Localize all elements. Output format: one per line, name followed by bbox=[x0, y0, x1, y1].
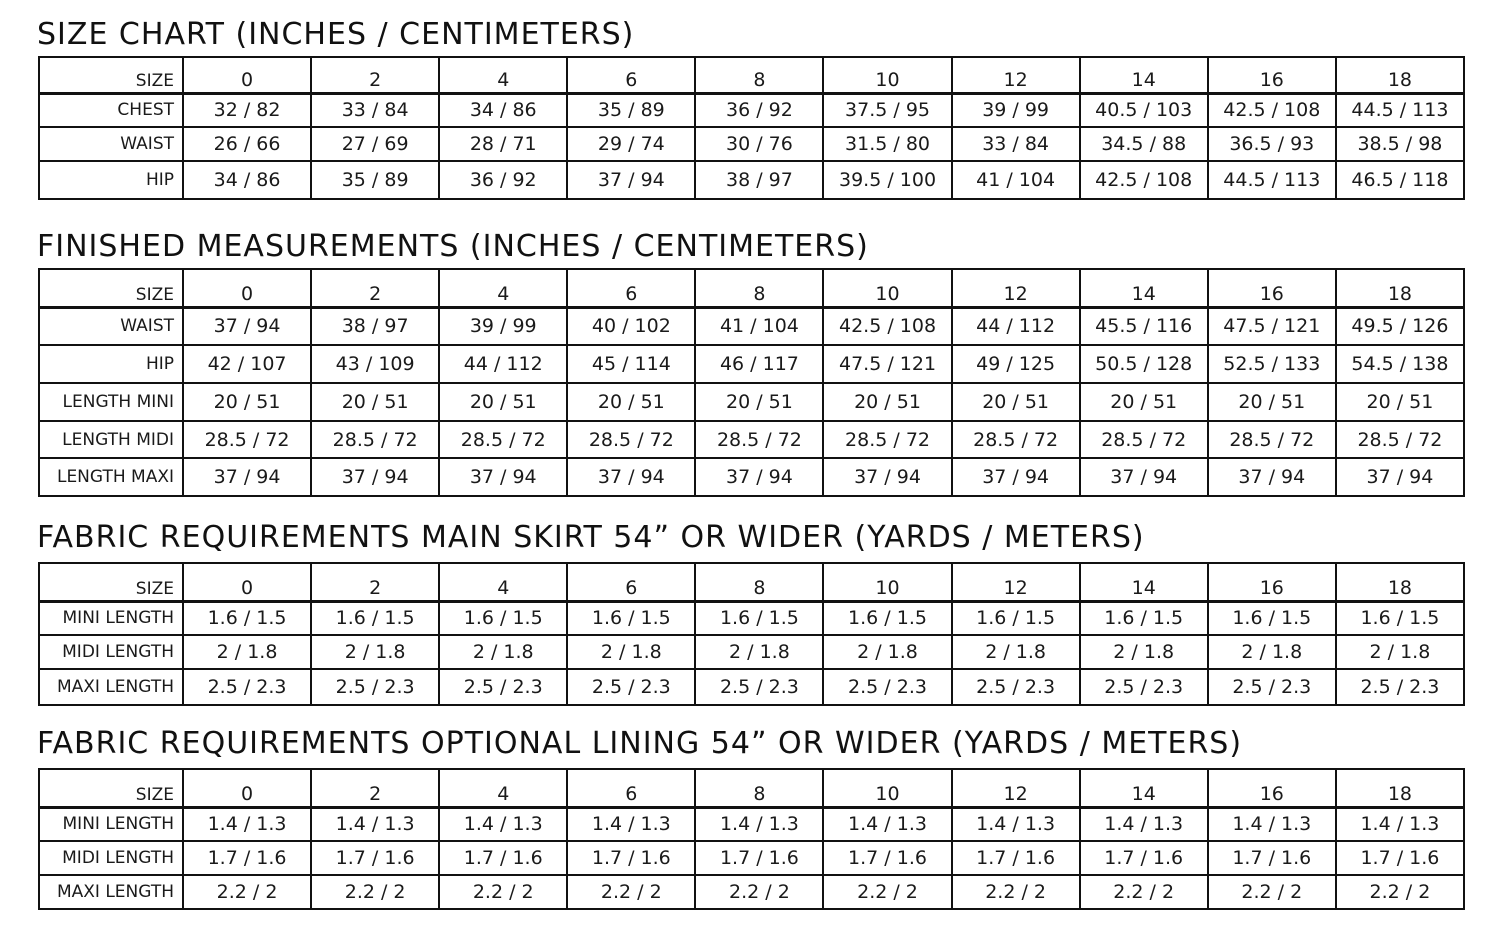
size-value: 12 bbox=[952, 769, 1080, 807]
measurement-cell: 1.6 / 1.5 bbox=[439, 601, 567, 635]
size-value: 2 bbox=[311, 563, 439, 601]
measurement-cell: 37 / 94 bbox=[439, 458, 567, 496]
measurement-cell: 1.7 / 1.6 bbox=[183, 841, 311, 875]
measurement-cell: 2.5 / 2.3 bbox=[695, 669, 823, 705]
size-value: 14 bbox=[1080, 563, 1208, 601]
size-header-row bbox=[39, 563, 1464, 601]
measurement-cell: 37.5 / 95 bbox=[823, 93, 951, 127]
measurement-cell: 1.7 / 1.6 bbox=[1080, 841, 1208, 875]
size-value: 8 bbox=[695, 563, 823, 601]
measurement-cell: 52.5 / 133 bbox=[1208, 345, 1336, 383]
measurement-cell: 37 / 94 bbox=[1208, 458, 1336, 496]
size-value: 0 bbox=[183, 769, 311, 807]
measurement-cell: 28.5 / 72 bbox=[1208, 421, 1336, 458]
measurement-cell: 2 / 1.8 bbox=[311, 635, 439, 669]
size-value: 0 bbox=[183, 563, 311, 601]
measurement-cell: 1.6 / 1.5 bbox=[823, 601, 951, 635]
measurement-cell: 50.5 / 128 bbox=[1080, 345, 1208, 383]
measurement-cell: 44 / 112 bbox=[439, 345, 567, 383]
measurement-cell: 44.5 / 113 bbox=[1336, 93, 1464, 127]
size-value: 14 bbox=[1080, 769, 1208, 807]
size-value: 8 bbox=[695, 57, 823, 93]
size-value: 6 bbox=[567, 769, 695, 807]
measurement-cell: 37 / 94 bbox=[567, 161, 695, 199]
measurement-cell: 2 / 1.8 bbox=[567, 635, 695, 669]
measurement-cell: 49.5 / 126 bbox=[1336, 307, 1464, 345]
measurement-cell: 2.2 / 2 bbox=[823, 875, 951, 909]
measurement-cell: 2 / 1.8 bbox=[952, 635, 1080, 669]
size-value: 12 bbox=[952, 57, 1080, 93]
measurement-cell: 1.7 / 1.6 bbox=[567, 841, 695, 875]
size-value: 18 bbox=[1336, 269, 1464, 307]
table-row bbox=[39, 669, 1464, 705]
measurement-cell: 1.4 / 1.3 bbox=[1336, 807, 1464, 841]
measurement-cell: 28.5 / 72 bbox=[183, 421, 311, 458]
measurement-cell: 35 / 89 bbox=[567, 93, 695, 127]
measurement-cell: 42.5 / 108 bbox=[823, 307, 951, 345]
measurement-cell: 1.4 / 1.3 bbox=[823, 807, 951, 841]
measurement-cell: 37 / 94 bbox=[183, 307, 311, 345]
size-value: 10 bbox=[823, 269, 951, 307]
measurement-cell: 1.6 / 1.5 bbox=[1080, 601, 1208, 635]
table-row bbox=[39, 458, 1464, 496]
measurement-cell: 2.2 / 2 bbox=[567, 875, 695, 909]
row-label: MINI LENGTH bbox=[39, 807, 183, 841]
measurement-cell: 2.5 / 2.3 bbox=[439, 669, 567, 705]
measurement-cell: 2.2 / 2 bbox=[311, 875, 439, 909]
measurement-cell: 20 / 51 bbox=[1080, 383, 1208, 421]
measurement-cell: 42.5 / 108 bbox=[1208, 93, 1336, 127]
measurement-cell: 54.5 / 138 bbox=[1336, 345, 1464, 383]
measurement-cell: 20 / 51 bbox=[695, 383, 823, 421]
measurement-cell: 39.5 / 100 bbox=[823, 161, 951, 199]
size-value: 4 bbox=[439, 269, 567, 307]
measurement-cell: 41 / 104 bbox=[952, 161, 1080, 199]
size-value: 8 bbox=[695, 269, 823, 307]
table-row bbox=[39, 807, 1464, 841]
measurement-cell: 2.2 / 2 bbox=[1336, 875, 1464, 909]
fabric-main-skirt-table bbox=[38, 562, 1465, 706]
size-chart-table bbox=[38, 56, 1465, 200]
measurement-cell: 28.5 / 72 bbox=[567, 421, 695, 458]
measurement-cell: 2.2 / 2 bbox=[439, 875, 567, 909]
measurement-cell: 20 / 51 bbox=[567, 383, 695, 421]
row-label: LENGTH MINI bbox=[39, 383, 183, 421]
table-row bbox=[39, 875, 1464, 909]
measurement-cell: 20 / 51 bbox=[1208, 383, 1336, 421]
measurement-cell: 1.4 / 1.3 bbox=[1080, 807, 1208, 841]
row-label: MAXI LENGTH bbox=[39, 875, 183, 909]
measurement-cell: 46.5 / 118 bbox=[1336, 161, 1464, 199]
measurement-cell: 1.7 / 1.6 bbox=[439, 841, 567, 875]
measurement-cell: 2.2 / 2 bbox=[1208, 875, 1336, 909]
row-label: WAIST bbox=[39, 127, 183, 161]
measurement-cell: 20 / 51 bbox=[823, 383, 951, 421]
measurement-cell: 39 / 99 bbox=[439, 307, 567, 345]
measurement-cell: 28.5 / 72 bbox=[823, 421, 951, 458]
measurement-cell: 40.5 / 103 bbox=[1080, 93, 1208, 127]
measurement-cell: 1.4 / 1.3 bbox=[1208, 807, 1336, 841]
measurement-cell: 26 / 66 bbox=[183, 127, 311, 161]
size-value: 4 bbox=[439, 563, 567, 601]
measurement-cell: 1.6 / 1.5 bbox=[567, 601, 695, 635]
size-header-row bbox=[39, 57, 1464, 93]
section-title: FABRIC REQUIREMENTS MAIN SKIRT 54” OR WIDER (YARDS / METERS) bbox=[37, 520, 1145, 555]
measurement-cell: 2 / 1.8 bbox=[183, 635, 311, 669]
finished-measurements-table bbox=[38, 268, 1465, 497]
size-value: 16 bbox=[1208, 57, 1336, 93]
size-value: 6 bbox=[567, 57, 695, 93]
measurement-cell: 43 / 109 bbox=[311, 345, 439, 383]
table-row bbox=[39, 93, 1464, 127]
measurement-cell: 27 / 69 bbox=[311, 127, 439, 161]
size-value: 16 bbox=[1208, 269, 1336, 307]
size-label: SIZE bbox=[39, 269, 183, 307]
measurement-cell: 40 / 102 bbox=[567, 307, 695, 345]
measurement-cell: 38 / 97 bbox=[695, 161, 823, 199]
measurement-cell: 37 / 94 bbox=[567, 458, 695, 496]
measurement-cell: 2.2 / 2 bbox=[952, 875, 1080, 909]
measurement-cell: 2.5 / 2.3 bbox=[183, 669, 311, 705]
size-value: 8 bbox=[695, 769, 823, 807]
measurement-cell: 37 / 94 bbox=[952, 458, 1080, 496]
measurement-cell: 1.4 / 1.3 bbox=[183, 807, 311, 841]
row-label: MIDI LENGTH bbox=[39, 841, 183, 875]
measurement-cell: 45.5 / 116 bbox=[1080, 307, 1208, 345]
table-row bbox=[39, 841, 1464, 875]
table-row bbox=[39, 635, 1464, 669]
row-label: LENGTH MAXI bbox=[39, 458, 183, 496]
measurement-cell: 28.5 / 72 bbox=[311, 421, 439, 458]
measurement-cell: 20 / 51 bbox=[183, 383, 311, 421]
measurement-cell: 20 / 51 bbox=[1336, 383, 1464, 421]
measurement-cell: 28.5 / 72 bbox=[695, 421, 823, 458]
measurement-cell: 1.7 / 1.6 bbox=[952, 841, 1080, 875]
fabric-lining-table bbox=[38, 768, 1465, 910]
measurement-cell: 20 / 51 bbox=[439, 383, 567, 421]
size-value: 18 bbox=[1336, 57, 1464, 93]
section-title: FABRIC REQUIREMENTS OPTIONAL LINING 54” OR WIDER (YARDS / METERS) bbox=[37, 726, 1243, 761]
measurement-cell: 2 / 1.8 bbox=[823, 635, 951, 669]
measurement-cell: 37 / 94 bbox=[1336, 458, 1464, 496]
measurement-cell: 46 / 117 bbox=[695, 345, 823, 383]
measurement-cell: 1.7 / 1.6 bbox=[1336, 841, 1464, 875]
measurement-cell: 2.5 / 2.3 bbox=[1336, 669, 1464, 705]
size-header-row bbox=[39, 269, 1464, 307]
size-value: 10 bbox=[823, 769, 951, 807]
table-row bbox=[39, 307, 1464, 345]
size-value: 4 bbox=[439, 57, 567, 93]
size-value: 10 bbox=[823, 57, 951, 93]
measurement-cell: 1.7 / 1.6 bbox=[311, 841, 439, 875]
measurement-cell: 35 / 89 bbox=[311, 161, 439, 199]
size-value: 2 bbox=[311, 769, 439, 807]
measurement-cell: 1.7 / 1.6 bbox=[695, 841, 823, 875]
size-value: 14 bbox=[1080, 57, 1208, 93]
measurement-cell: 2 / 1.8 bbox=[439, 635, 567, 669]
measurement-cell: 28.5 / 72 bbox=[1080, 421, 1208, 458]
measurement-cell: 2.5 / 2.3 bbox=[1080, 669, 1208, 705]
measurement-cell: 42.5 / 108 bbox=[1080, 161, 1208, 199]
measurement-cell: 2 / 1.8 bbox=[1208, 635, 1336, 669]
row-label: HIP bbox=[39, 161, 183, 199]
size-label: SIZE bbox=[39, 57, 183, 93]
size-value: 2 bbox=[311, 57, 439, 93]
measurement-cell: 28.5 / 72 bbox=[439, 421, 567, 458]
measurement-cell: 34 / 86 bbox=[183, 161, 311, 199]
size-label: SIZE bbox=[39, 563, 183, 601]
size-value: 18 bbox=[1336, 563, 1464, 601]
measurement-cell: 34 / 86 bbox=[439, 93, 567, 127]
measurement-cell: 38 / 97 bbox=[311, 307, 439, 345]
measurement-cell: 30 / 76 bbox=[695, 127, 823, 161]
measurement-cell: 1.6 / 1.5 bbox=[311, 601, 439, 635]
measurement-cell: 1.6 / 1.5 bbox=[695, 601, 823, 635]
row-label: LENGTH MIDI bbox=[39, 421, 183, 458]
section-title: FINISHED MEASUREMENTS (INCHES / CENTIMETERS) bbox=[37, 229, 869, 264]
row-label: MAXI LENGTH bbox=[39, 669, 183, 705]
measurement-cell: 44 / 112 bbox=[952, 307, 1080, 345]
measurement-cell: 37 / 94 bbox=[1080, 458, 1208, 496]
measurement-cell: 33 / 84 bbox=[952, 127, 1080, 161]
measurement-cell: 49 / 125 bbox=[952, 345, 1080, 383]
measurement-cell: 1.7 / 1.6 bbox=[823, 841, 951, 875]
measurement-cell: 41 / 104 bbox=[695, 307, 823, 345]
measurement-cell: 37 / 94 bbox=[823, 458, 951, 496]
measurement-cell: 2.5 / 2.3 bbox=[567, 669, 695, 705]
measurement-cell: 28 / 71 bbox=[439, 127, 567, 161]
measurement-cell: 2.2 / 2 bbox=[695, 875, 823, 909]
measurement-cell: 1.6 / 1.5 bbox=[183, 601, 311, 635]
section-title: SIZE CHART (INCHES / CENTIMETERS) bbox=[37, 17, 635, 52]
measurement-cell: 37 / 94 bbox=[311, 458, 439, 496]
size-value: 16 bbox=[1208, 769, 1336, 807]
measurement-cell: 2 / 1.8 bbox=[695, 635, 823, 669]
measurement-cell: 1.4 / 1.3 bbox=[567, 807, 695, 841]
size-value: 12 bbox=[952, 563, 1080, 601]
size-header-row bbox=[39, 769, 1464, 807]
measurement-cell: 37 / 94 bbox=[183, 458, 311, 496]
size-value: 0 bbox=[183, 57, 311, 93]
table-row bbox=[39, 127, 1464, 161]
measurement-cell: 1.6 / 1.5 bbox=[1336, 601, 1464, 635]
table-row bbox=[39, 161, 1464, 199]
size-value: 4 bbox=[439, 769, 567, 807]
table-row bbox=[39, 601, 1464, 635]
size-value: 6 bbox=[567, 563, 695, 601]
size-value: 14 bbox=[1080, 269, 1208, 307]
measurement-cell: 1.6 / 1.5 bbox=[952, 601, 1080, 635]
measurement-cell: 1.6 / 1.5 bbox=[1208, 601, 1336, 635]
measurement-cell: 29 / 74 bbox=[567, 127, 695, 161]
measurement-cell: 2.5 / 2.3 bbox=[311, 669, 439, 705]
row-label: MIDI LENGTH bbox=[39, 635, 183, 669]
measurement-cell: 28.5 / 72 bbox=[952, 421, 1080, 458]
size-value: 18 bbox=[1336, 769, 1464, 807]
size-value: 16 bbox=[1208, 563, 1336, 601]
measurement-cell: 34.5 / 88 bbox=[1080, 127, 1208, 161]
measurement-cell: 1.4 / 1.3 bbox=[695, 807, 823, 841]
measurement-cell: 45 / 114 bbox=[567, 345, 695, 383]
measurement-cell: 2.5 / 2.3 bbox=[952, 669, 1080, 705]
measurement-cell: 36.5 / 93 bbox=[1208, 127, 1336, 161]
size-value: 2 bbox=[311, 269, 439, 307]
measurement-cell: 47.5 / 121 bbox=[1208, 307, 1336, 345]
measurement-cell: 2.2 / 2 bbox=[183, 875, 311, 909]
measurement-cell: 20 / 51 bbox=[311, 383, 439, 421]
measurement-cell: 1.4 / 1.3 bbox=[952, 807, 1080, 841]
measurement-cell: 32 / 82 bbox=[183, 93, 311, 127]
measurement-cell: 38.5 / 98 bbox=[1336, 127, 1464, 161]
size-label: SIZE bbox=[39, 769, 183, 807]
row-label: CHEST bbox=[39, 93, 183, 127]
measurement-cell: 36 / 92 bbox=[439, 161, 567, 199]
measurement-cell: 20 / 51 bbox=[952, 383, 1080, 421]
size-value: 6 bbox=[567, 269, 695, 307]
row-label: WAIST bbox=[39, 307, 183, 345]
table-row bbox=[39, 421, 1464, 458]
measurement-cell: 2.5 / 2.3 bbox=[1208, 669, 1336, 705]
measurement-cell: 37 / 94 bbox=[695, 458, 823, 496]
measurement-cell: 2 / 1.8 bbox=[1080, 635, 1208, 669]
measurement-cell: 2 / 1.8 bbox=[1336, 635, 1464, 669]
size-value: 10 bbox=[823, 563, 951, 601]
measurement-cell: 33 / 84 bbox=[311, 93, 439, 127]
measurement-cell: 47.5 / 121 bbox=[823, 345, 951, 383]
measurement-cell: 42 / 107 bbox=[183, 345, 311, 383]
measurement-cell: 1.4 / 1.3 bbox=[311, 807, 439, 841]
table-row bbox=[39, 345, 1464, 383]
measurement-cell: 28.5 / 72 bbox=[1336, 421, 1464, 458]
measurement-cell: 36 / 92 bbox=[695, 93, 823, 127]
measurement-cell: 1.7 / 1.6 bbox=[1208, 841, 1336, 875]
size-value: 12 bbox=[952, 269, 1080, 307]
row-label: MINI LENGTH bbox=[39, 601, 183, 635]
measurement-cell: 2.5 / 2.3 bbox=[823, 669, 951, 705]
row-label: HIP bbox=[39, 345, 183, 383]
measurement-cell: 1.4 / 1.3 bbox=[439, 807, 567, 841]
measurement-cell: 2.2 / 2 bbox=[1080, 875, 1208, 909]
size-value: 0 bbox=[183, 269, 311, 307]
measurement-cell: 39 / 99 bbox=[952, 93, 1080, 127]
table-row bbox=[39, 383, 1464, 421]
measurement-cell: 31.5 / 80 bbox=[823, 127, 951, 161]
measurement-cell: 44.5 / 113 bbox=[1208, 161, 1336, 199]
